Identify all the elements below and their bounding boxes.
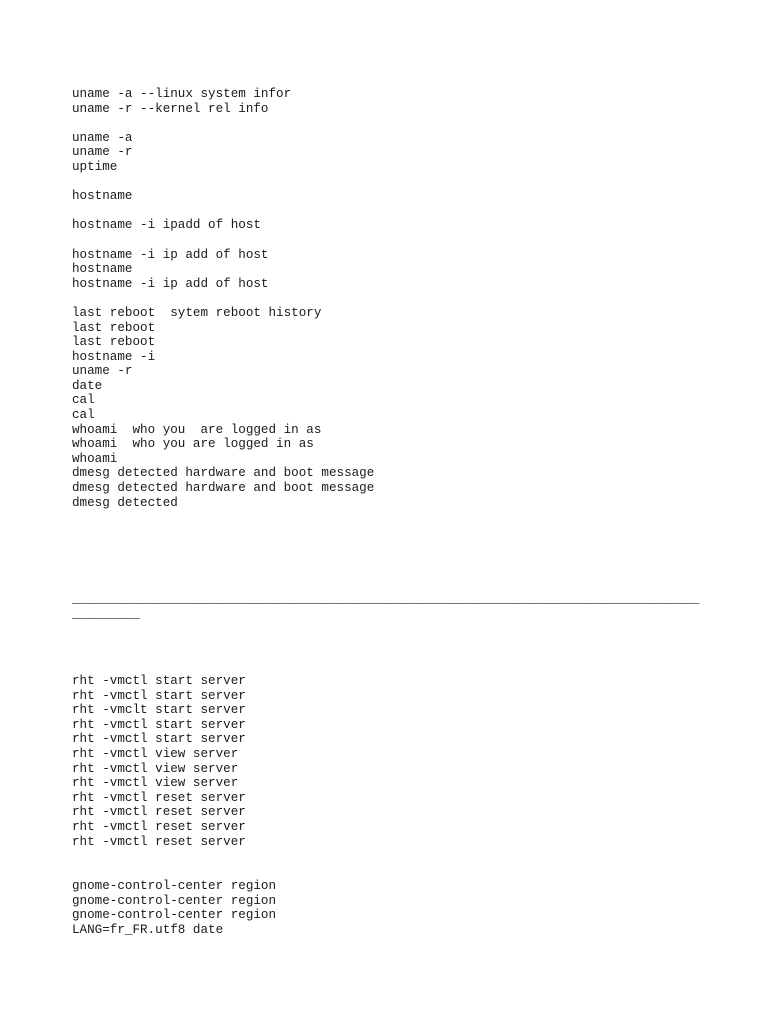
separator-line bbox=[72, 592, 699, 621]
blank-line bbox=[72, 233, 374, 248]
command-line: rht -vmctl view server bbox=[72, 746, 239, 761]
command-line: rht -vmctl start server bbox=[72, 688, 246, 703]
command-line: last reboot bbox=[72, 335, 156, 350]
blank-line bbox=[72, 204, 374, 219]
command-line: uname -a bbox=[72, 130, 133, 145]
command-line: hostname -i ipadd of host bbox=[72, 218, 261, 233]
blank-line bbox=[72, 175, 374, 190]
command-line: cal bbox=[72, 393, 95, 408]
command-line: hostname -i ip add of host bbox=[72, 276, 269, 291]
command-line: date bbox=[72, 378, 103, 393]
command-line: gnome-control-center region bbox=[72, 893, 277, 908]
command-line: rht -vmctl view server bbox=[72, 761, 239, 776]
command-line: whoami who you are logged in as bbox=[72, 437, 314, 452]
command-line: dmesg detected hardware and boot message bbox=[72, 466, 375, 481]
command-line: uptime bbox=[72, 159, 118, 174]
separator-text: _________ bbox=[72, 606, 141, 621]
command-line: rht -vmclt start server bbox=[72, 703, 246, 718]
command-line: uname -r bbox=[72, 364, 133, 379]
command-line: uname -r --kernel rel info bbox=[72, 101, 269, 116]
command-line: gnome-control-center region bbox=[72, 879, 277, 893]
command-line: uname -a --linux system infor bbox=[72, 87, 292, 101]
command-line: cal bbox=[72, 408, 95, 423]
command-line: hostname -i bbox=[72, 349, 156, 364]
command-line: rht -vmctl start server bbox=[72, 717, 246, 732]
command-line: LANG=fr_FR.utf8 date bbox=[72, 922, 224, 937]
command-line: rht -vmctl view server bbox=[72, 776, 239, 791]
vmctl-commands bbox=[72, 674, 246, 849]
blank-line bbox=[72, 116, 374, 131]
command-line: dmesg detected bbox=[72, 495, 178, 510]
command-line: rht -vmctl reset server bbox=[72, 834, 246, 849]
command-line: hostname bbox=[72, 262, 133, 277]
command-line: rht -vmctl reset server bbox=[72, 805, 246, 820]
command-line: rht -vmctl reset server bbox=[72, 819, 246, 834]
command-line: rht -vmctl reset server bbox=[72, 790, 246, 805]
command-line: uname -r bbox=[72, 145, 133, 160]
blank-line bbox=[72, 291, 374, 306]
command-line: last reboot bbox=[72, 320, 156, 335]
command-line: whoami bbox=[72, 451, 118, 466]
command-line: rht -vmctl start server bbox=[72, 674, 246, 688]
command-line: rht -vmctl start server bbox=[72, 732, 246, 747]
separator-text: ___________________________________________________________________________________ bbox=[72, 592, 700, 606]
locale-commands bbox=[72, 879, 276, 937]
command-line: hostname -i ip add of host bbox=[72, 247, 269, 262]
command-line: hostname bbox=[72, 189, 133, 204]
command-line: last reboot sytem reboot history bbox=[72, 305, 322, 320]
command-line: dmesg detected hardware and boot message bbox=[72, 481, 375, 496]
command-line: gnome-control-center region bbox=[72, 908, 277, 923]
system-info-commands bbox=[72, 87, 374, 510]
command-line: whoami who you are logged in as bbox=[72, 422, 322, 437]
